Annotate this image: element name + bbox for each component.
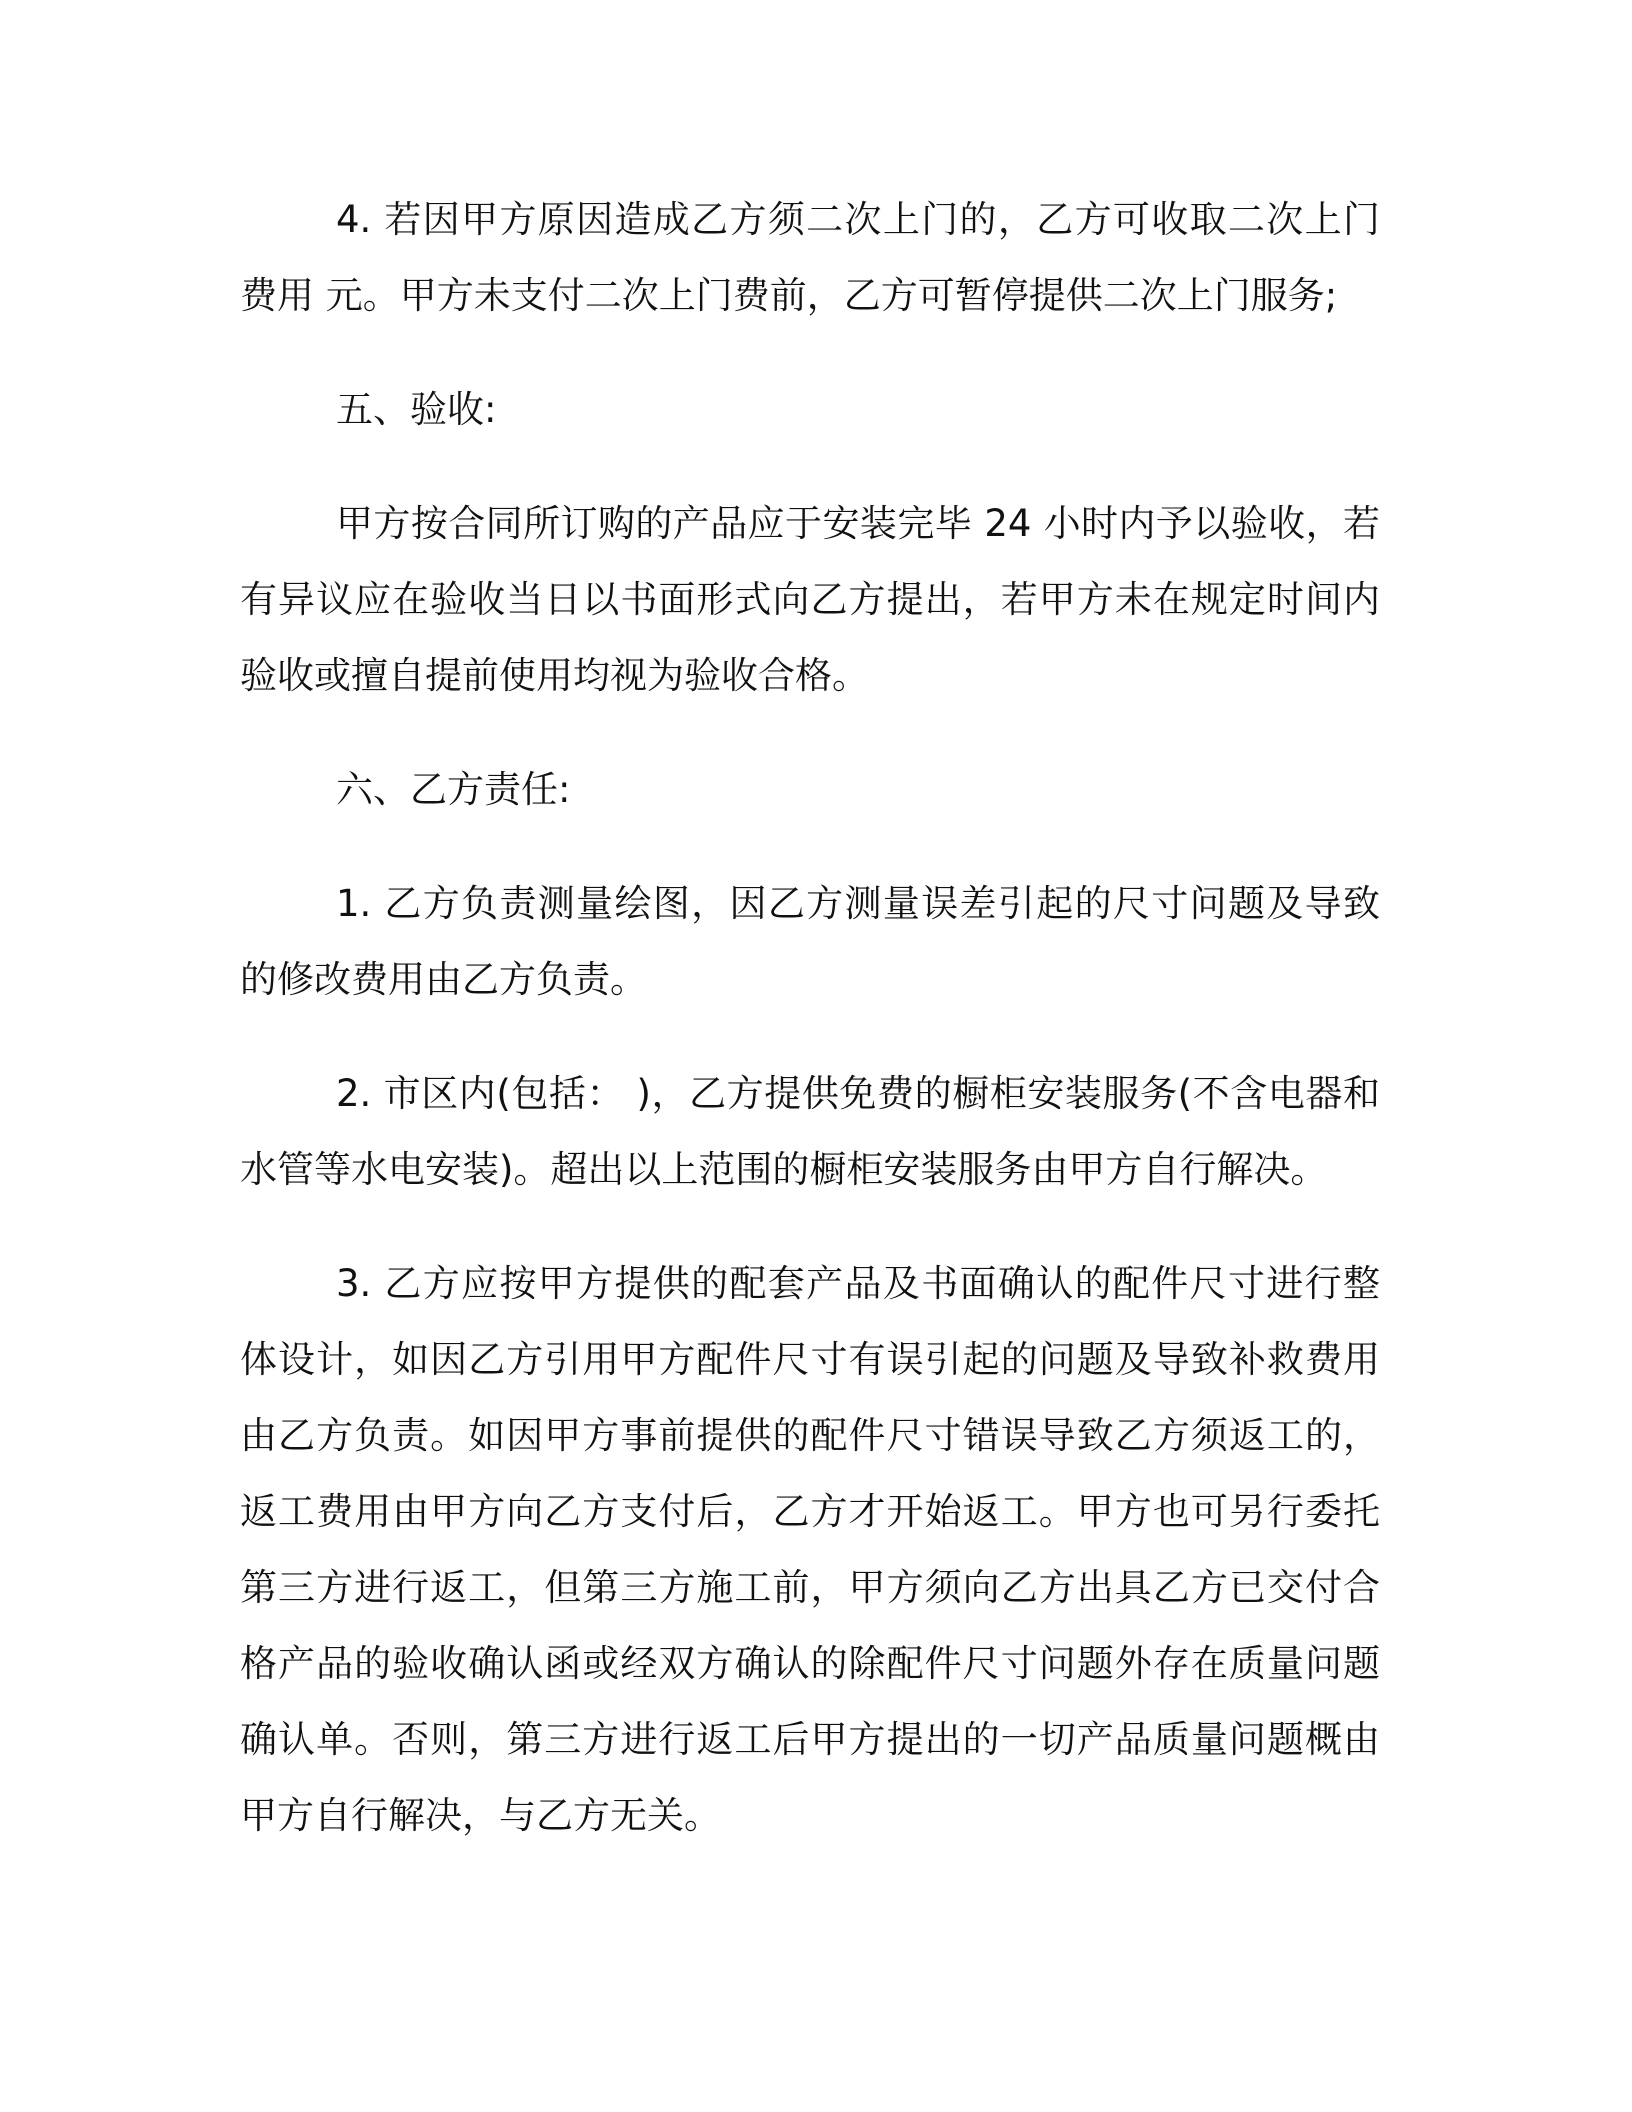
section-6-heading: 六、乙方责任: [336, 768, 571, 811]
document-body [240, 182, 1380, 1892]
clause-6-1-measurement: 1. 乙方负责测量绘图，因乙方测量误差引起的尺寸问题及导致的修改费用由乙方负责。 [240, 882, 1380, 1001]
clause-6-2-installation: 2. 市区内(包括： )，乙方提供免费的橱柜安装服务(不含电器和水管等水电安装)。超出以上范围的橱柜安装服务由甲方自行解决。 [240, 1072, 1380, 1191]
clause-6-3-design: 3. 乙方应按甲方提供的配套产品及书面确认的配件尺寸进行整体设计，如因乙方引用甲方配件尺寸有误引起的问题及导致补救费用由乙方负责。如因甲方事前提供的配件尺寸错误导致乙方须返工的，返工费用由甲方向乙方支付后，乙方才开始返工。甲方也可另行委托第三方进行返工，但第三方施工前，甲方须向乙方出具乙方已交付合格产品的验收确认函或经双方确认的除配件尺寸问题外存在质量问题确认单。否则，第三方进行返工后甲方提出的一切产品质量问题概由甲方自行解决，与乙方无关。 [240, 1262, 1380, 1837]
section-5-heading: 五、验收: [336, 388, 497, 431]
section-5-acceptance: 甲方按合同所订购的产品应于安装完毕 24 小时内予以验收，若有异议应在验收当日以书面形式向乙方提出，若甲方未在规定时间内验收或擅自提前使用均视为验收合格。 [240, 502, 1380, 697]
clause-4-second-visit: 4. 若因甲方原因造成乙方须二次上门的，乙方可收取二次上门费用 元。甲方未支付二次上门费前，乙方可暂停提供二次上门服务; [240, 198, 1380, 317]
